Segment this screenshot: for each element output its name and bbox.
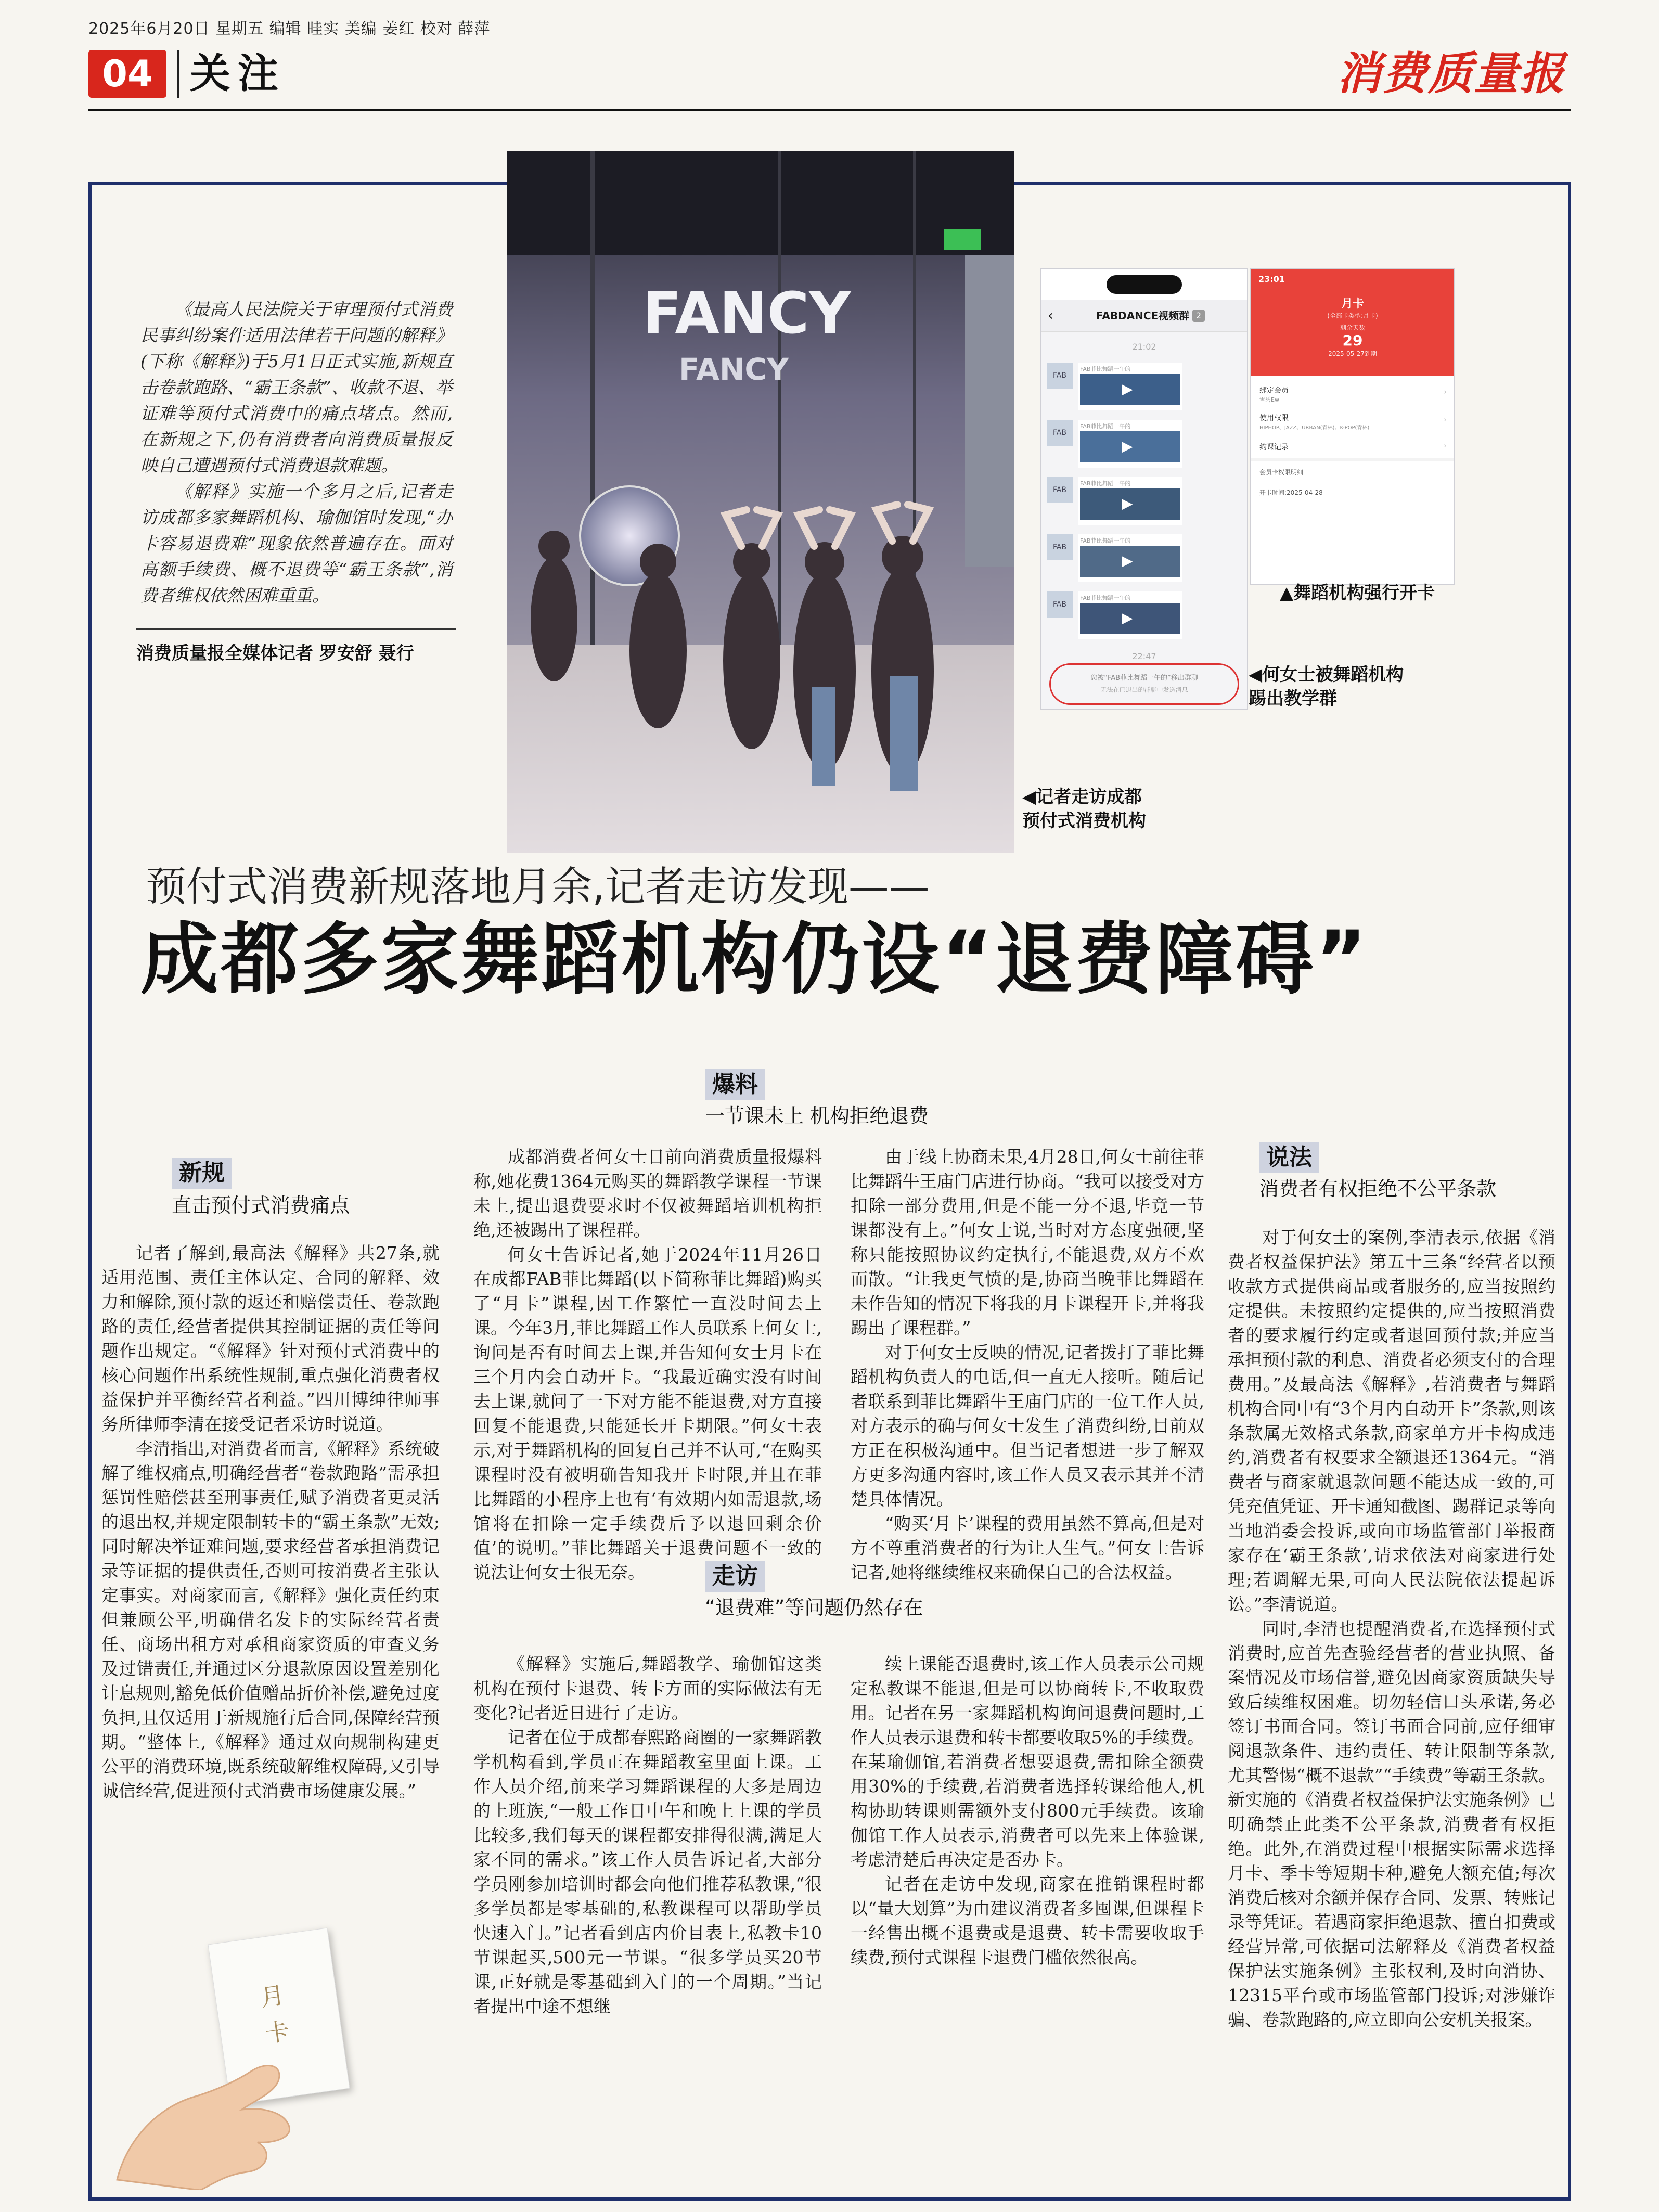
body-paragraph: 续上课能否退费时,该工作人员表示公司规定私教课不能退,但是可以协商转卡,不收取费用。记者在另一家舞蹈机构询问退费问题时,工作人员表示退费和转卡都要收取5%的手续费。在某瑜伽馆,若消费者想要退费,需扣除全额费用30%的手续费,若消费者选择转课给他人,机构协助转课则需额外支付800元手续费。该瑜伽馆工作人员表示,消费者可以先来上体验课,考虑清楚后再决定是否办卡。 — [851, 1654, 1204, 1870]
chat-message — [1047, 591, 1133, 626]
chat-message — [1047, 534, 1133, 569]
headline-kicker: 预付式消费新规落地月余,记者走访发现—— — [146, 864, 930, 910]
membership-card-screenshot — [1250, 268, 1455, 585]
byline: 消费质量报全媒体记者 罗安舒 聂行 — [136, 643, 414, 664]
body-paragraph: 记者在走访中发现,商家在推销课程时都以“量大划算”为由建议消费者多囤课,但课程卡一经售出概不退费或是退费、转卡需要收取手续费,预付式课程卡退费门槛依然很高。 — [851, 1874, 1204, 1967]
bound-member-value: 雪碧Ew — [1259, 396, 1279, 403]
chat-message — [1047, 420, 1133, 455]
removed-notice — [1049, 663, 1239, 705]
dance-studio-photo — [507, 151, 1014, 853]
section-zoufang-header — [705, 1561, 765, 1592]
section-xingui-header — [172, 1158, 232, 1189]
video-play-icon: ▶ — [1122, 609, 1133, 626]
card-title: 月卡 — [1341, 298, 1364, 311]
body-paragraph: 记者在位于成都春熙路商圈的一家舞蹈教学机构看到,学员正在舞蹈教室里面上课。工作人员介绍,前来学习舞蹈课程的大多是周边的上班族,“一般工作日中午和晚上上课的学员比较多,我们每天的课程都安排得很满,满足大家不同的需求。”该工作人员告诉记者,大部分学员刚参加培训时都会向他们推荐私教课,“很多学员都是零基础的,私教课程可以帮助学员快速入门。”记者看到店内价目表上,私教卡10节课起买,500元一节课。“很多学员买20节课,正好就是零基础到入门的一个周期。”当记者提出中途不想继 — [473, 1727, 822, 2016]
body-paragraph: 李清指出,对消费者而言,《解释》系统破解了维权痛点,明确经营者“卷款跑路”需承担惩罚性赔偿甚至刑事责任,赋予消费者更灵活的退出权,并规定限制转卡的“霸王条款”无效;同时解决举证难问题,要求经营者承担消费记录等证据的提供责任,否则可按消费者主张认定事实。对商家而言,《解释》强化责任约束但兼顾公平,明确借名发卡的实际经营者责任、商场出租方对承租商家资质的审查义务及过错责任,并通过区分退款原因设置差别化计息规则,豁免低价值赠品折价补偿,避免过度负担,且仅适用于新规施行后合同,保障经营预期。“整体上,《解释》通过双向规制构建更公平的消费环境,既系统破解维权障碍,又引导诚信经营,促进预付式消费市场健康发展。” — [101, 1438, 440, 1801]
section-name: 关注 — [190, 50, 286, 97]
member-badge: 2 — [1192, 310, 1205, 322]
page-number: 04 — [88, 50, 166, 98]
chat-timestamp: 21:02 — [1132, 342, 1156, 352]
video-play-icon: ▶ — [1122, 438, 1133, 455]
permissions-label: 使用权限 — [1259, 414, 1289, 422]
chevron-right-icon: › — [1444, 442, 1447, 450]
section-tag: 新规 — [172, 1158, 232, 1189]
video-thumbnail — [1080, 546, 1180, 577]
body-paragraph: 《解释》实施后,舞蹈教学、瑜伽馆这类机构在预付卡退费、转卡方面的实际做法有无变化?记者近日进行了走访。 — [473, 1654, 822, 1723]
lead-paragraphs — [140, 297, 453, 609]
phone-status-bar — [1041, 269, 1247, 300]
body-paragraph: 同时,李清也提醒消费者,在选择预付式消费时,应首先查验经营者的营业执照、备案情况及市场信誉,避免因商家资质缺失导致后续维权困难。切勿轻信口头承诺,务必签订书面合同。签订书面合同前,应仔细审阅退款条件、违约责任、转让限制等条款,尤其警惕“概不退款”“手续费”等霸王条款。新实施的《消费者权益保护法实施条例》已明确禁止此类不公平条款,消费者有权拒绝。此外,在消费过程中根据实际需求选择月卡、季卡等短期卡种,避免大额充值;每次消费后核对余额并保存合同、发票、转账记录等凭证。若遇商家拒绝退款、擅自扣费或经营异常,可依据司法解释及《消费者权益保护法实施条例》主张权利,及时向消协、12315平台或市场监管部门投诉;对涉嫌诈骗、卷款跑路的,应立即向公安机关报案。 — [1228, 1618, 1555, 2030]
chat-caption-line2: 踢出教学群 — [1249, 688, 1337, 709]
video-label: FAB菲比舞蹈一午的 — [1080, 423, 1131, 430]
avatar: FAB — [1047, 534, 1073, 560]
video-message[interactable] — [1078, 477, 1182, 525]
hand-illustration — [96, 2003, 341, 2190]
video-play-icon: ▶ — [1122, 552, 1133, 569]
back-arrow-icon[interactable]: ‹ — [1048, 308, 1053, 324]
lead-divider — [136, 628, 456, 630]
camera-notch — [1107, 275, 1182, 294]
sign-fancy-small: FANCY — [679, 352, 789, 387]
card-illustration-text: 月卡 — [258, 1980, 291, 2048]
chat-timestamp: 22:47 — [1132, 651, 1156, 661]
card-permission-details: 会员卡权限明细 — [1259, 469, 1304, 476]
card-type: (全部卡类型:月卡) — [1327, 312, 1378, 319]
video-message[interactable] — [1078, 591, 1182, 639]
body-paragraph: 对于何女士的案例,李清表示,依据《消费者权益保护法》第五十三条“经营者以预收款方式提供商品或者服务的,应当按照约定提供。未按照约定提供的,应当按照消费者的要求履行约定或者退回预付款;并应当承担预付款的利息、消费者必须支付的合理费用。”及最高法《解释》,若消费者与舞蹈机构合同中有“3个月内自动开卡”条款,则该条款属无效格式条款,商家单方开卡构成违约,消费者有权要求全额退还1364元。“消费者与商家就退款问题不能达成一致的,可凭充值凭证、开卡通知截图、踢群记录等向当地消委会投诉,或向市场监管部门举报商家存在‘霸王条款’,请求依法对商家进行处理;若调解无果,可向人民法院依法提起诉讼。”李清说道。 — [1228, 1227, 1555, 1614]
bound-member-label: 绑定会员 — [1259, 387, 1289, 395]
chat-title: FABDANCE视频群 — [1096, 310, 1190, 322]
body-paragraph: 记者了解到,最高法《解释》共27条,就适用范围、责任主体认定、合同的解释、效力和解除,预付款的返还和赔偿责任、卷款跑路的责任,经营者提供其控制证据的责任等问题作出规定。“《解释》针对预付式消费中的核心问题作出系统性规制,重点强化消费者权益保护并平衡经营者利益。”四川博绅律师事务所律师李清在接受记者采访时说道。 — [101, 1243, 440, 1434]
remaining-days: 29 — [1342, 332, 1363, 349]
body-paragraph: 何女士告诉记者,她于2024年11月26日在成都FAB菲比舞蹈(以下简称菲比舞蹈)购买了“月卡”课程,因工作繁忙一直没时间去上课。今年3月,菲比舞蹈工作人员联系上何女士,询问是否有时间去上课,并告知何女士月卡在三个月内会自动开卡。“我最近确实没有时间去上课,就问了一下对方能不能退费,对方直接回复不能退费,只能延长开卡期限。”何女士表示,对于舞蹈机构的回复自己并不认可,“在购买课程时没有被明确告知我开卡时限,并且在菲比舞蹈的小程序上也有‘有效期内如需退款,场馆将在扣除一定手续费后予以退回剩余价值’的说明。”菲比舞蹈关于退费问题不一致的说法让何女士很无奈。 — [473, 1244, 822, 1583]
video-thumbnail — [1080, 488, 1180, 520]
section-baoliao-header — [705, 1069, 765, 1100]
section-subhead: 消费者有权拒绝不公平条款 — [1259, 1177, 1497, 1200]
section-subhead: 直击预付式消费痛点 — [172, 1194, 350, 1217]
video-thumbnail — [1080, 374, 1180, 405]
avatar: FAB — [1047, 420, 1073, 446]
section-baoliao-col1 — [473, 1144, 822, 1585]
chat-message — [1047, 477, 1133, 512]
masthead-rule — [88, 109, 1571, 111]
section-xingui-body — [101, 1241, 440, 1803]
avatar: FAB — [1047, 477, 1073, 503]
main-photo-caption-line1: ◀记者走访成都 — [1022, 787, 1142, 807]
permissions-value: HIPHOP、JAZZ、URBAN(青林)、K-POP(青林) — [1259, 425, 1370, 431]
booking-records-row[interactable] — [1251, 435, 1454, 461]
newspaper-brand: 消费质量报 — [1336, 48, 1565, 100]
video-label: FAB菲比舞蹈一午的 — [1080, 366, 1131, 372]
open-time: 开卡时间:2025-04-28 — [1259, 489, 1323, 496]
body-paragraph: “购买‘月卡’课程的费用虽然不算高,但是对方不尊重消费者的行为让人生气。”何女士告诉记者,她将继续维权来确保自己的合法权益。 — [851, 1513, 1204, 1583]
video-play-icon: ▶ — [1122, 495, 1133, 512]
status-time: 23:01 — [1258, 274, 1285, 284]
body-paragraph: 对于何女士反映的情况,记者拨打了菲比舞蹈机构负责人的电话,但一直无人接听。随后记者联系到菲比舞蹈牛王庙门店的一位工作人员,对方表示的确与何女士发生了消费纠纷,目前双方正在积极沟通中。但当记者想进一步了解双方更多沟通内容时,该工作人员又表示其并不清楚具体情况。 — [851, 1342, 1204, 1509]
video-thumbnail — [1080, 603, 1180, 634]
video-play-icon: ▶ — [1122, 380, 1133, 397]
avatar: FAB — [1047, 363, 1073, 389]
video-message[interactable] — [1078, 363, 1182, 410]
group-chat-screenshot — [1040, 268, 1248, 710]
video-message[interactable] — [1078, 420, 1182, 468]
permissions-row[interactable] — [1251, 408, 1454, 435]
section-subhead: 一节课未上 机构拒绝退费 — [705, 1104, 929, 1127]
section-shuofa-body — [1228, 1225, 1555, 2032]
section-zoufang-col1 — [473, 1652, 822, 2018]
chevron-right-icon: › — [1444, 388, 1447, 396]
section-zoufang-col2 — [851, 1652, 1204, 1970]
video-label: FAB菲比舞蹈一午的 — [1080, 595, 1131, 601]
body-paragraph: 由于线上协商未果,4月28日,何女士前往菲比舞蹈牛王庙门店进行协商。“我可以接受对方扣除一部分费用,但是不能一分不退,毕竟一节课都没有上。”何女士说,当时对方态度强硬,坚称只能按照协议约定执行,不能退费,双方不欢而散。“让我更气愤的是,协商当晚菲比舞蹈在未作告知的情况下将我的月卡课程开卡,并将我踢出了课程群。” — [851, 1147, 1204, 1338]
card-header — [1251, 269, 1454, 376]
chat-message — [1047, 363, 1133, 397]
chevron-right-icon: › — [1444, 416, 1447, 424]
section-shuofa-header — [1259, 1142, 1319, 1173]
dateline: 2025年6月20日 星期五 编辑 眭实 美编 姜红 校对 薛萍 — [88, 20, 491, 38]
bound-member-row[interactable] — [1251, 381, 1454, 408]
removed-notice-sub: 无法在已退出的群聊中发送消息 — [1100, 686, 1188, 693]
section-tag: 走访 — [705, 1561, 765, 1592]
lead-paragraph: 《最高人民法院关于审理预付式消费民事纠纷案件适用法律若干问题的解释》(下称《解释》)于5月1日正式实施,新规直击卷款跑路、“霸王条款”、收款不退、举证难等预付式消费中的痛点堵点。然而,在新规之下,仍有消费者向消费质量报反映自己遭遇预付式消费退款难题。 — [140, 299, 453, 475]
remaining-label: 剩余天数 — [1340, 324, 1365, 331]
section-baoliao-col2 — [851, 1144, 1204, 1585]
section-divider — [177, 50, 179, 98]
card-caption: ▲舞蹈机构强行开卡 — [1280, 583, 1435, 603]
video-label: FAB菲比舞蹈一午的 — [1080, 480, 1131, 487]
card-details — [1251, 381, 1454, 502]
sign-fancy: FANCY — [642, 280, 851, 346]
body-paragraph: 成都消费者何女士日前向消费质量报爆料称,她花费1364元购买的舞蹈教学课程一节课未上,提出退费要求时不仅被舞蹈培训机构拒绝,还被踢出了课程群。 — [473, 1147, 822, 1240]
headline-title: 成都多家舞蹈机构仍设“退费障碍” — [140, 915, 1369, 1005]
booking-records-label: 约课记录 — [1259, 443, 1289, 452]
main-photo-caption-line2: 预付式消费机构 — [1022, 811, 1146, 831]
lead-paragraph: 《解释》实施一个多月之后,记者走访成都多家舞蹈机构、瑜伽馆时发现,“办卡容易退费难”现象依然普遍存在。面对高额手续费、概不退费等“霸王条款”,消费者维权依然困难重重。 — [140, 481, 453, 606]
chat-caption-line1: ◀何女士被舞蹈机构 — [1249, 664, 1404, 685]
video-label: FAB菲比舞蹈一午的 — [1080, 537, 1131, 544]
section-tag: 爆料 — [705, 1069, 765, 1100]
removed-notice-text: 您被“FAB菲比舞蹈一午的”移出群聊 — [1090, 674, 1198, 682]
video-thumbnail — [1080, 431, 1180, 462]
valid-until: 2025-05-27到期 — [1328, 350, 1377, 357]
video-message[interactable] — [1078, 534, 1182, 582]
avatar: FAB — [1047, 591, 1073, 618]
section-tag: 说法 — [1259, 1142, 1319, 1173]
chat-header — [1041, 300, 1247, 332]
section-subhead: “退费难”等问题仍然存在 — [705, 1596, 923, 1619]
